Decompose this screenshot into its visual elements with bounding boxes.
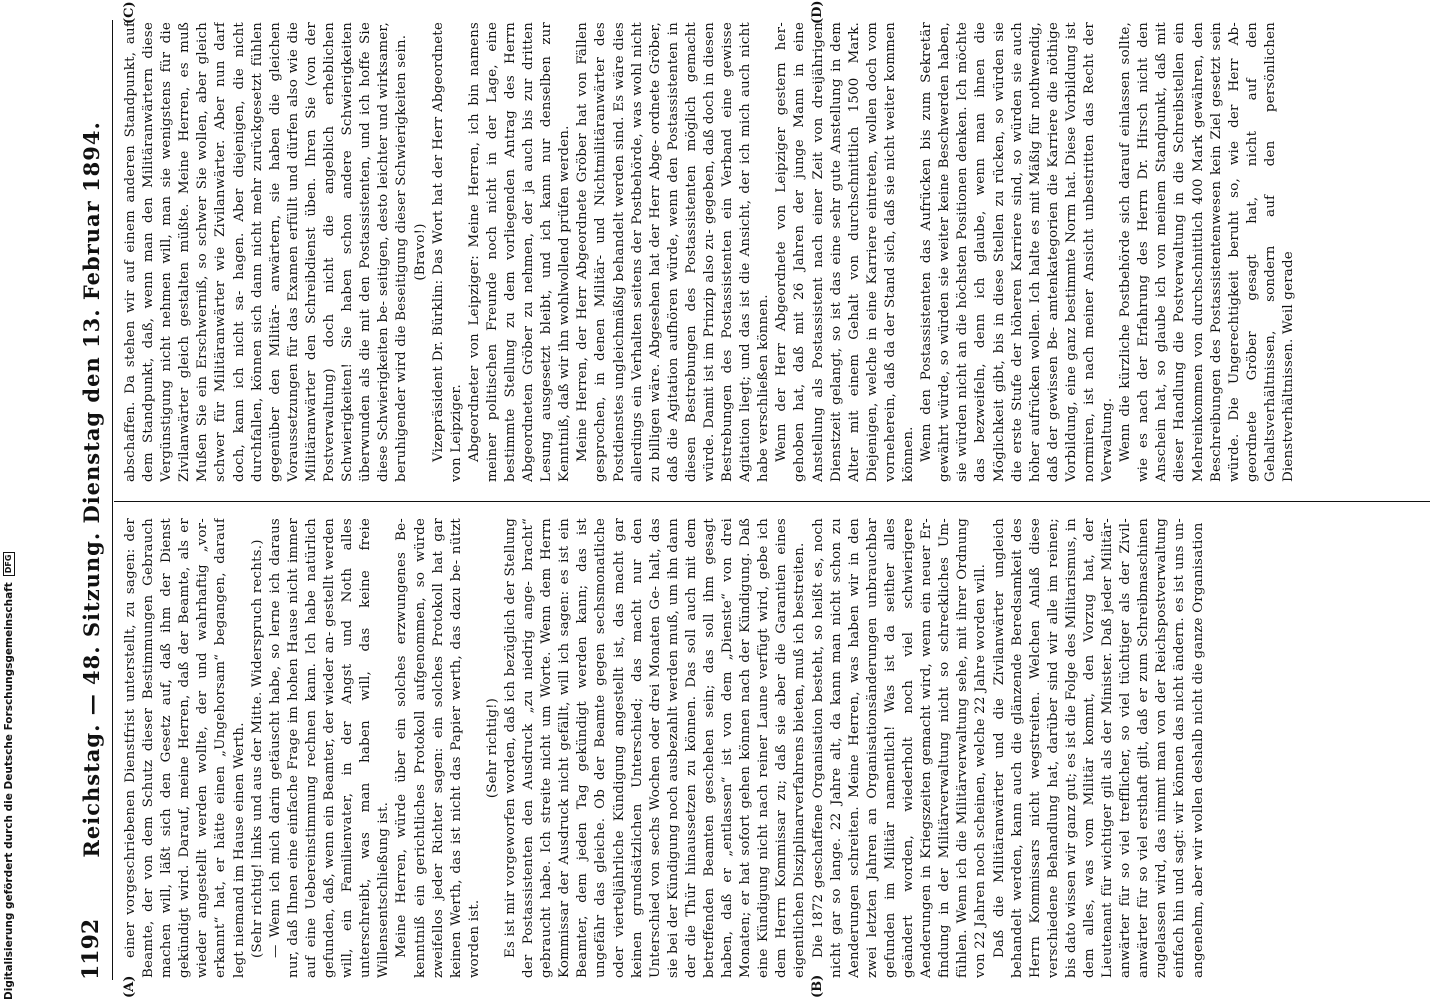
paragraph: Vizepräsident Dr. Bürklin: Das Wort hat der Herr Abgeordnete von Leipziger. (430, 22, 464, 482)
page-header (76, 0, 106, 1000)
paragraph: Die 1872 geschaffene Organisation besteht, so heißt es, noch nicht gar so lange. 22 Jahre alt, da kann man nicht schon zu Aenderungen schreiten. Meine Herren, was haben wir in den zwei letzten Jahren an Organisationsänderungen unbrauchbar gefunden im Militär namentlich! Was ist da seither alles geändert worden, wiederholt noch viel schwierigere Aenderungen in Kriegszeiten gemacht wird, wenn ein neuer Er- findung in der Militärverwaltung nicht so schreckliches Um- fühlen. Wenn ich die Militärverwaltung sehe, mit ihrer Ordnung von 22 Jahren noch scheinen, welche 22 Jahre worden will. (810, 518, 989, 978)
header-rule (112, 20, 113, 980)
paragraph: abschaffen. Da stehen wir auf einem anderen Standpunkt, auf dem Standpunkt, daß, wenn man den Militäranwärtern diese Vergünstigung nicht nehmen will, man sie wenigstens für die Zivilanwärter gleich gestalten müßte. Meine Herren, es muß Mußen Sie ein Erschwerniß, so schwer Sie wollen, aber gleich schwer für Militäranwärter wie Zivilanwärter. Aber nun darf doch, kann ich nicht sa- hagen. Aber diejenigen, die nicht durchfallen, können sich dann nicht mehr zurückgesetzt fühlen gegenüber den Militär- anwärtern, sie haben die gleichen Voraussetzungen für das Examen erfüllt und dürfen also wie die Militäranwärter den Schreibdienst üben. Ihren Sie (von der Postverwaltung) doch nicht die angeblich erheblichen Schwierigkeiten! Sie haben schon andere Schwierigkeiten überwunden als die mit den Postassistenten, und ich hoffe Sie diese Schwierigkeiten be- seitigen, desto leichter und wirksamer, beruhigender wird die Beseitigung dieser Schwierigkeiten sein. (123, 22, 410, 482)
paragraph: — Wenn ich mich darin getäuscht habe, so lerne ich daraus nur, daß Ihnen eine einfache Frage im hohen Hause nicht immer auf eine Uebereinstimmung rechnen kann. Ich habe natürlich gefunden, daß, wenn ein Beamter, der wieder an- gestellt werden will, ein Familienvater, in der Angst und Noth alles unterschreibt, was man haben will, das keine freie Willensentschließung ist. (267, 518, 392, 978)
margin-marker-b: (B) (810, 974, 825, 998)
paragraph: Wenn den Postassistenten das Aufrücken bis zum Sekretär gewährt würde, so würden sie weiter keine Beschwerden haben, sie würden nicht an die höchsten Positionen denken. Ich möchte das bezweifeln, denn ich glaube, wenn man ihnen die Möglichkeit gibt, bis in diese Stellen zu rücken, so würden sie die erste Stufe der höheren Karriere sind, so würden sie auch höher aufrücken wollen. Ich halte es mit Mäßig für nothwendig, daß der gewissen Be- amtenkategorien die Karriere die nöthige Vorbildung, eine ganz bestimmte Norm hat. Diese Vorbildung ist normiren, ist nach meiner Ansicht unbestritten das Recht der Verwaltung. (919, 22, 1116, 482)
margin-marker-d: (D) (810, 0, 825, 24)
column-divider (114, 501, 1430, 502)
margin-marker-a: (A) (122, 975, 137, 998)
running-title: Reichstag. — 48. Sitzung. Dienstag den 13. Februar 1894. (78, 121, 104, 858)
margin-marker-c: (C) (122, 1, 137, 24)
page-number: 1192 (78, 918, 104, 980)
paragraph: Abgeordneter von Leipziger: Meine Herren, ich bin namens meiner politischen Freunde noch nicht in der Lage, eine bestimmte Stellung zu dem vorliegenden Antrag des Herrn Abgeordneten Gröber zu nehmen, der ja auch bis zur dritten Lesung ausgesetzt bleibt, und ich kann nur denselben zur Kenntniß, daß wir ihn wohlwollend prüfen werden. (466, 22, 573, 482)
paragraph: (Sehr richtig!) (484, 697, 500, 799)
dfg-logo: DFG (3, 552, 15, 577)
paragraph: Wenn die kürzliche Postbehörde sich darauf einlassen sollte, wie es nach der Erfahrung des Herrn Dr. Hirsch nicht den Anschein hat, so glaube ich von meinem Standpunkt, daß mit dieser Handlung die Postverwaltung in die Schreibstellen ein Mehreinkommen von durchschnittlich 400 Mark gewähren, den Beschreibungen des Postassistentenwesen kein Ziel gesetzt sein würde. Die Ungerechtigkeit beruht so, wie der Herr Ab- geordnete Gröber gesagt hat, nicht auf den Gehaltsverhältnissen, sondern auf den persönlichen Dienstverhältnissen. Weil gerade (1118, 22, 1296, 482)
right-column (122, 22, 1430, 482)
paragraph: Es ist mir vorgeworfen worden, daß ich bezüglich der Stellung der Postassistenten den Ausdruck „zu niedrig ange- bracht“ gebraucht habe. Ich streite nicht um Worte. Wenn dem Herrn Kommissar der Ausdruck nicht gefällt, will ich sagen: es ist ein Beamter, dem jeden Tag gekündigt werden kann; das ist ungefähr das gleiche. Ob der Beamte gegen sechsmonatliche oder vierteljährliche Kündigung angestellt ist, das macht gar keinen grundsätzlichen Unterschied; das macht nur den Unterschied von sechs Wochen oder drei Monaten Ge- halt, das sie bei der Kündigung noch ausbezahlt werden muß, um ihn dann der die Thür hinaussetzen zu können. Das soll auch mit dem betreffenden Beamten geschehen sein; das soll ihm gesagt haben, daß er „entlassen“ ist von dem „Dienste“ von drei Monaten; er hat sofort gehen können nach der Kündigung. Daß eine Kündigung nicht nach reiner Laune verfügt wird, gebe ich dem Herrn Kommissar zu; daß sie aber die Garantien eines eigentlichen Disziplinarverfahrens bieten, muß ich bestreiten. (502, 518, 808, 978)
left-column (122, 518, 1430, 978)
paragraph: Daß die Militäranwärter und die Zivilanwärter ungleich behandelt werden, kann auch die glänzende Beredsamkeit des Herrn Kommissars nicht wegstreiten. Welchen Anlaß diese verschiedene Behandlung hat, darüber sind wir alle im reinen; bis dato wissen wir ganz gut; es ist die Folge des Militarismus, in dem alles, was vom Militär kommt, den Vorzug hat, der Lieutenant für wichtiger gilt als der Minister. Daß jeder Militär- anwärter für so viel trefflicher, so viel tüchtiger als der Zivil- anwärter für so viel ersthaft gilt, daß er zum Schreibmaschinen zugelassen wird, das nimmt man von der Reichspostverwaltung einfach hin und sagt: wir können das nicht ändern. es ist uns un- angenehm, aber wir wollen deshalb nicht die ganze Organisation (991, 518, 1206, 978)
paragraph: einer vorgeschriebenen Dienstfrist unterstellt, zu sagen: der Beamte, der von dem Schutz dieser Bestimmungen Gebrauch machen will, läßt sich den Gesetz auf, daß ihm der Dienst gekündigt wird. Darauf, meine Herren, daß der Beamte, als er wieder angestellt werden wollte, der und wahrhaftig „vor- erkannt“ hat, er hätte einen „Ungehorsam“ begangen, darauf legt niemand im Hause einen Werth. (123, 518, 247, 978)
paragraph: Meine Herren, der Herr Abgeordnete Gröber hat von Fällen gesprochen, in denen Militär- und Nichtmilitäranwärter des Postdienstes ungleichmäßig behandelt werden sind. Es wäre dies allerdings ein Verhalten seitens der Postbehörde, was wohl nicht zu billigen wäre. Abgesehen hat der Herr Abge- ordnete Gröber, daß die Agitation aufhören würde, wenn den Postassistenten in diesen Bestrebungen des Postassistenten möglich gemacht würde. Damit ist im Prinzip also zu- gegeben, daß doch in diesen Bestrebungen des Postassistenten ein Verband eine gewisse Agitation liegt; und das ist die Ansicht, der ich mich auch nicht habe verschließen können. (575, 22, 772, 482)
paragraph: (Bravo!) (412, 223, 428, 281)
paragraph: (Sehr richtig! links und aus der Mitte. Widerspruch rechts.) (249, 539, 265, 958)
paragraph: Meine Herren, würde über ein solches erzwungenes Be- kenntniß ein gerichtliches Protokoll aufgenommen, so würde zweifellos jeder Richter sagen: ein solches Protokoll hat gar keinen Werth, das ist nicht das Papier werth, das dazu be- nützt worden ist. (394, 518, 482, 978)
paragraph: Wenn der Herr Abgeordnete von Leipziger gestern her- gehoben hat, daß mit 26 Jahren der junge Mann in eine Anstellung als Postassistent nach einer Zeit von dreijährigen Dienstzeit gelangt, so ist das eine sehr gute Anstellung in dem Alter mit einem Gehalt von durchschnittlich 1500 Mark. Diejenigen, welche in eine Karriere eintreten, wollen doch vom vorneherein, daß da der Stand sich, daß sie nicht weiter kommen können. (774, 22, 917, 482)
rotated-page (70, 0, 1432, 1000)
footer-text: Digitalisierung gefördert durch die Deutsche Forschungsgemeinschaft (3, 582, 15, 1000)
footer-credit (2, 554, 16, 1000)
